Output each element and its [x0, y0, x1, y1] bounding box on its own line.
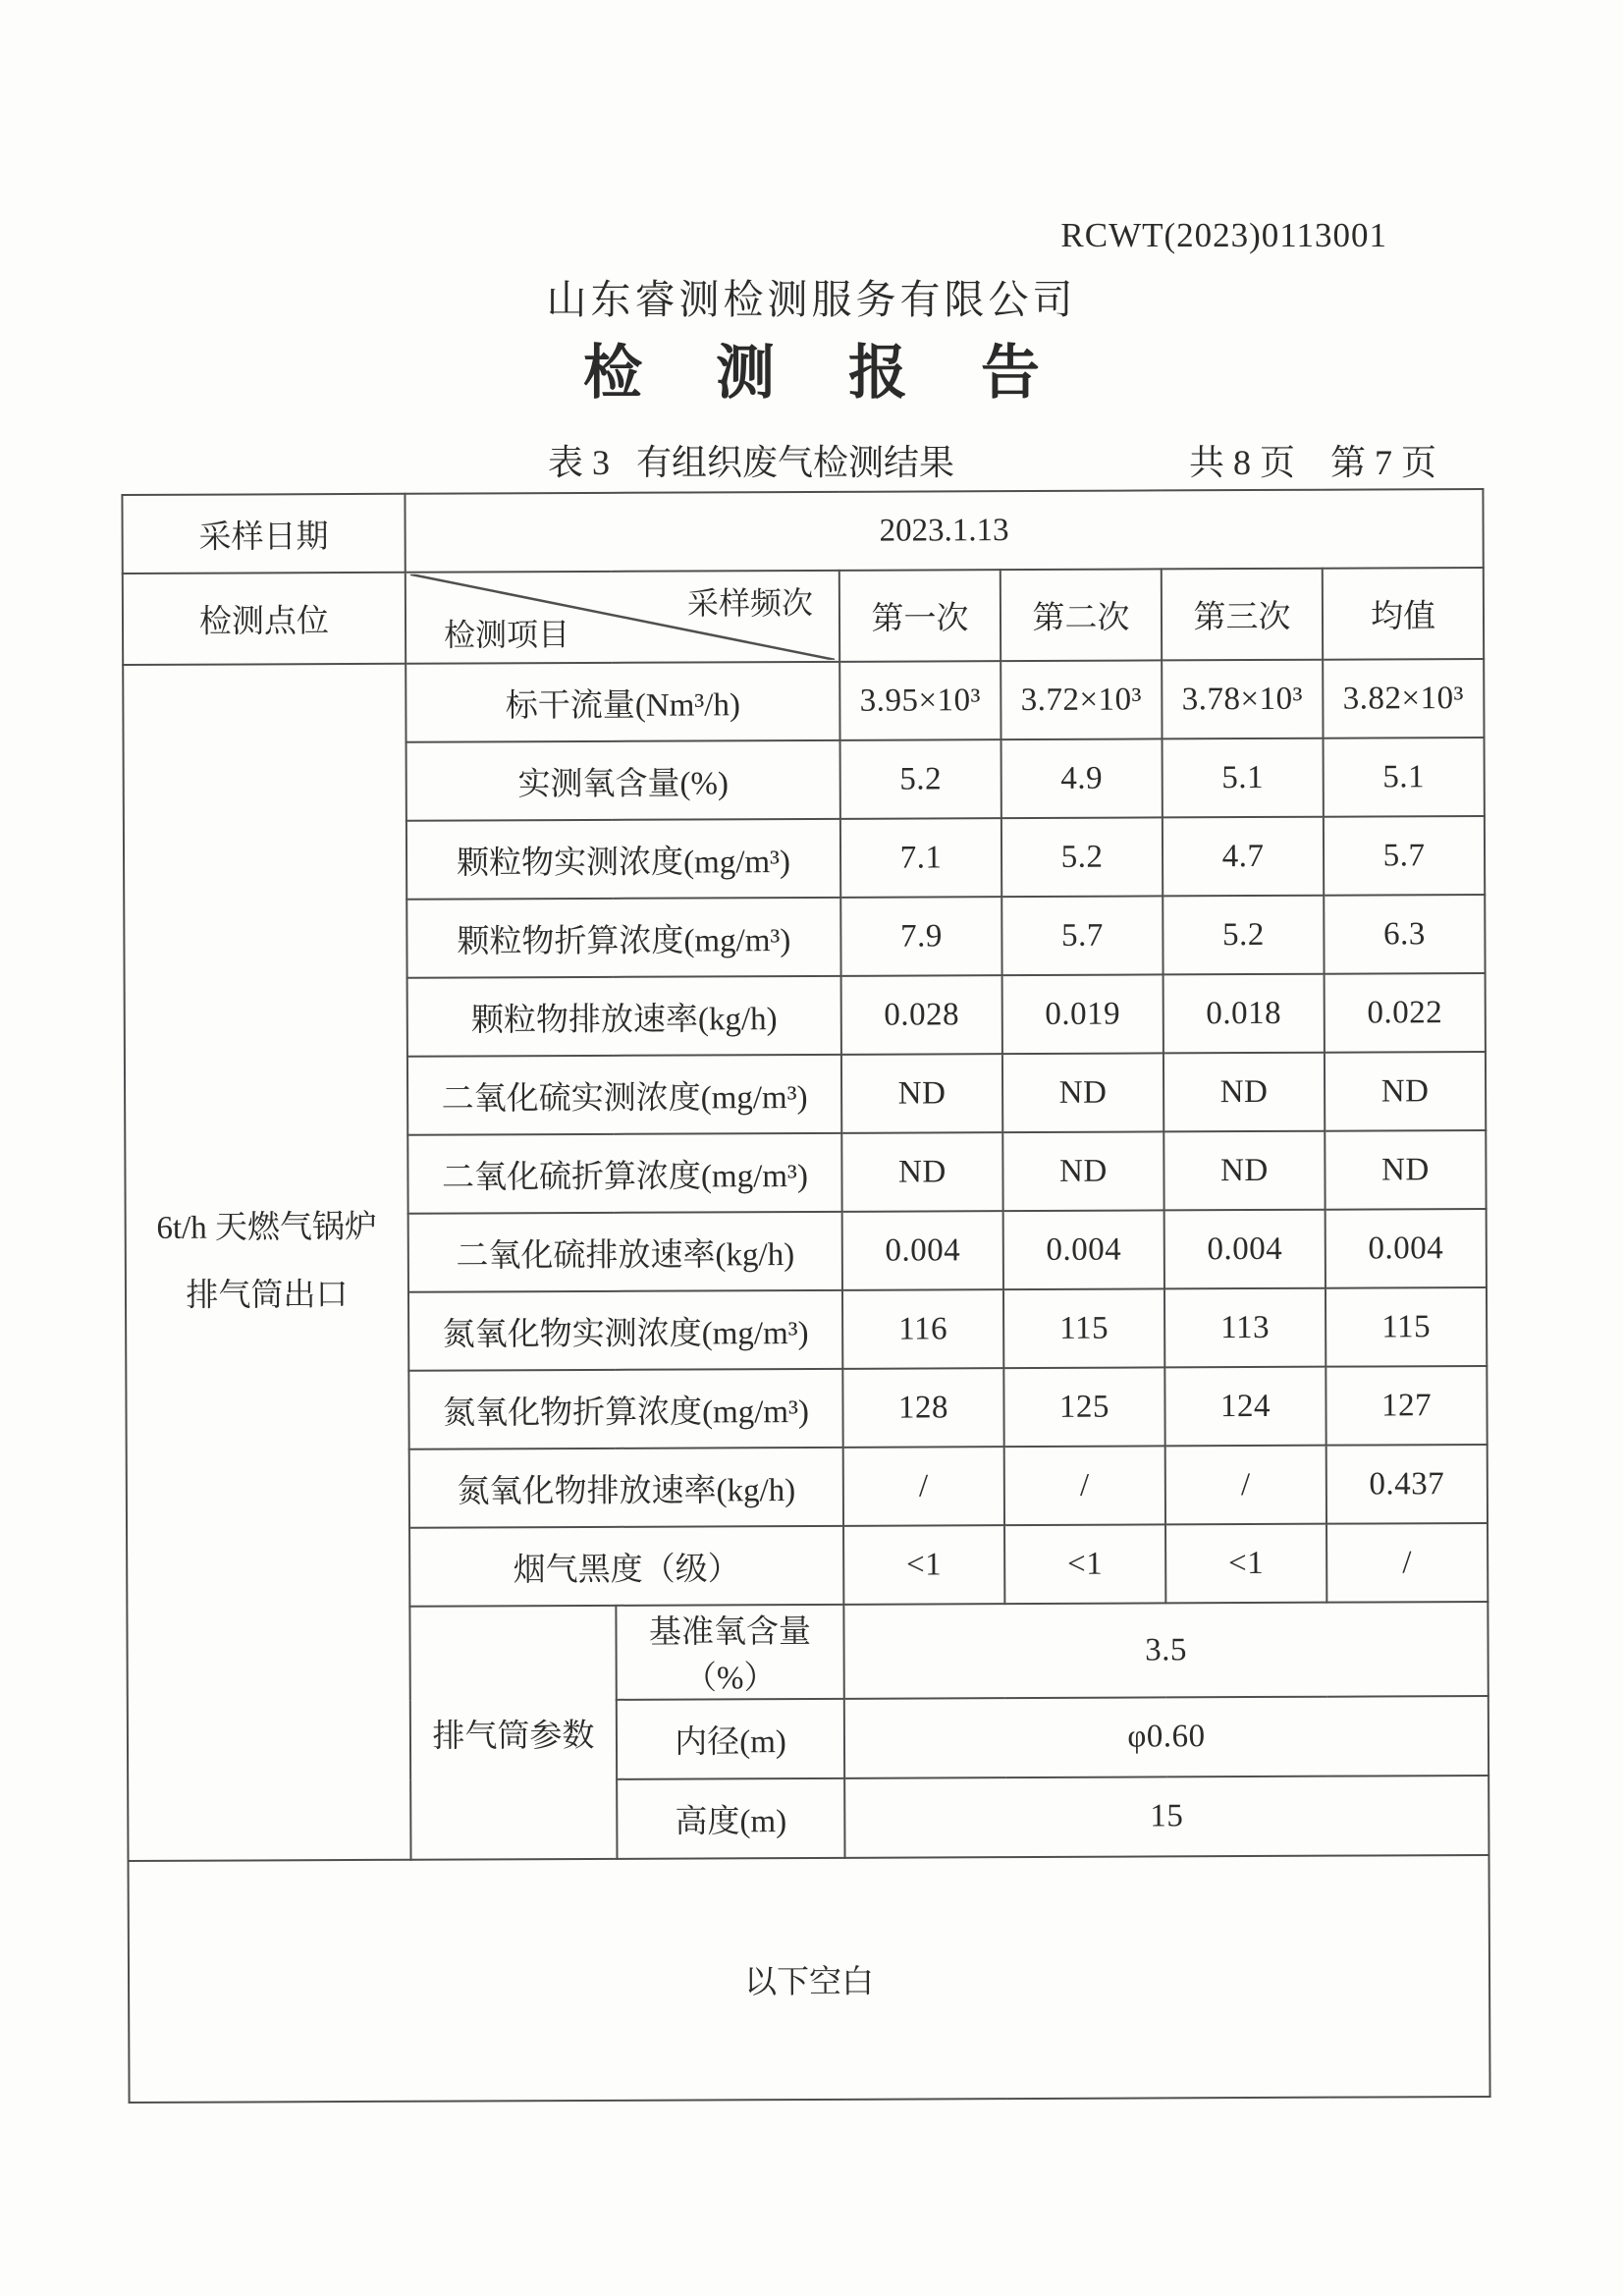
value-cell: /: [1326, 1523, 1488, 1603]
value-cell: 3.82×10³: [1323, 659, 1484, 738]
diagonal-top-label: 采样频次: [686, 584, 814, 622]
stack-params-label: 排气筒参数: [409, 1606, 617, 1860]
diagonal-header-cell: [406, 571, 839, 664]
value-cell: ND: [1163, 1131, 1325, 1211]
value-cell: 5.1: [1324, 738, 1485, 817]
value-cell: 0.028: [841, 975, 1002, 1055]
value-cell: ND: [1002, 1053, 1163, 1132]
item-label: 标干流量(Nm³/h): [406, 662, 839, 742]
item-label: 颗粒物实测浓度(mg/m³): [406, 819, 840, 900]
point-name-line2: 排气筒出口: [186, 1278, 349, 1314]
value-cell: 7.1: [840, 818, 1001, 898]
sampling-date-row: [122, 489, 1483, 574]
value-cell: 5.7: [1001, 896, 1163, 975]
value-cell: 4.7: [1163, 817, 1324, 897]
freq-header-3: 第三次: [1162, 569, 1323, 661]
value-cell: 124: [1164, 1367, 1325, 1447]
item-label: 颗粒物排放速率(kg/h): [407, 976, 841, 1057]
diagonal-bottom-label: 检测项目: [443, 617, 570, 653]
value-cell: /: [843, 1447, 1004, 1526]
page-title: 检 测 报 告: [583, 341, 1069, 406]
freq-header-1: 第一次: [839, 570, 1001, 662]
point-label: 检测点位: [123, 573, 406, 665]
stack-param-value: 3.5: [843, 1602, 1488, 1699]
sampling-date-label: 采样日期: [122, 494, 405, 574]
blank-row: [129, 1855, 1490, 2103]
point-name-line1: 6t/h 天燃气锅炉: [156, 1209, 378, 1246]
item-label: 氮氧化物折算浓度(mg/m³): [408, 1369, 842, 1449]
value-cell: 3.78×10³: [1162, 660, 1323, 739]
value-cell: 5.2: [1163, 896, 1324, 975]
value-cell: 127: [1325, 1366, 1487, 1446]
sampling-date-value: 2023.1.13: [405, 489, 1483, 573]
value-cell: 116: [842, 1289, 1003, 1369]
item-label: 实测氧含量(%): [406, 740, 840, 821]
value-cell: 0.018: [1163, 974, 1325, 1054]
value-cell: 115: [1325, 1287, 1487, 1367]
value-cell: ND: [841, 1132, 1002, 1212]
item-label: 烟气黑度（级）: [409, 1526, 843, 1607]
item-label: 氮氧化物排放速率(kg/h): [409, 1448, 843, 1528]
value-cell: 128: [842, 1368, 1003, 1448]
header-row: [123, 568, 1484, 665]
value-cell: <1: [843, 1525, 1004, 1605]
value-cell: 0.004: [1003, 1210, 1164, 1289]
value-cell: 125: [1003, 1367, 1164, 1447]
value-cell: 5.1: [1163, 738, 1324, 818]
value-cell: ND: [1325, 1130, 1486, 1210]
value-cell: 0.019: [1002, 974, 1163, 1054]
stack-param-value: 15: [844, 1776, 1488, 1858]
value-cell: 0.004: [1164, 1210, 1325, 1289]
value-cell: 0.437: [1326, 1445, 1488, 1524]
stack-param-item: 基准氧含量（%）: [616, 1605, 843, 1700]
value-cell: ND: [1325, 1052, 1486, 1131]
value-cell: 113: [1164, 1288, 1325, 1368]
value-cell: 5.7: [1324, 816, 1485, 896]
stack-param-value: φ0.60: [844, 1696, 1488, 1778]
table-caption: 表 3 有组织废气检测结果: [547, 443, 954, 482]
value-cell: 7.9: [840, 897, 1001, 976]
company-name: 山东睿测检测服务有限公司: [546, 277, 1077, 322]
stack-param-item: 内径(m): [617, 1699, 844, 1779]
value-cell: 4.9: [1001, 738, 1163, 818]
value-cell: <1: [1165, 1524, 1326, 1604]
item-label: 二氧化硫折算浓度(mg/m³): [407, 1133, 841, 1214]
value-cell: 0.022: [1325, 973, 1486, 1053]
report-number: RCWT(2023)0113001: [1060, 216, 1387, 254]
item-label: 氮氧化物实测浓度(mg/m³): [408, 1290, 842, 1371]
blank-note-cell: [129, 1855, 1490, 2103]
value-cell: 0.004: [842, 1211, 1003, 1290]
table-row: [123, 659, 1484, 743]
results-table: [121, 488, 1490, 2104]
value-cell: /: [1165, 1446, 1326, 1525]
value-cell: 5.2: [1001, 817, 1163, 897]
value-cell: ND: [1002, 1131, 1163, 1211]
value-cell: 3.95×10³: [839, 661, 1001, 740]
freq-header-2: 第二次: [1001, 569, 1162, 661]
value-cell: /: [1004, 1446, 1165, 1525]
item-label: 二氧化硫排放速率(kg/h): [408, 1212, 842, 1292]
stack-param-item: 高度(m): [617, 1778, 844, 1859]
page-counter: 共 8 页 第 7 页: [1188, 443, 1436, 482]
value-cell: 115: [1003, 1288, 1164, 1368]
item-label: 二氧化硫实测浓度(mg/m³): [407, 1055, 841, 1135]
value-cell: ND: [841, 1054, 1002, 1133]
blank-note: 以下空白: [744, 1964, 875, 2000]
item-label: 颗粒物折算浓度(mg/m³): [406, 898, 840, 978]
value-cell: 6.3: [1324, 895, 1485, 974]
value-cell: 5.2: [840, 739, 1001, 819]
value-cell: ND: [1163, 1053, 1325, 1132]
freq-header-avg: 均值: [1323, 568, 1484, 660]
value-cell: 3.72×10³: [1001, 660, 1162, 739]
value-cell: 0.004: [1325, 1209, 1487, 1288]
monitoring-point-cell: [123, 664, 410, 1861]
value-cell: <1: [1004, 1524, 1165, 1604]
